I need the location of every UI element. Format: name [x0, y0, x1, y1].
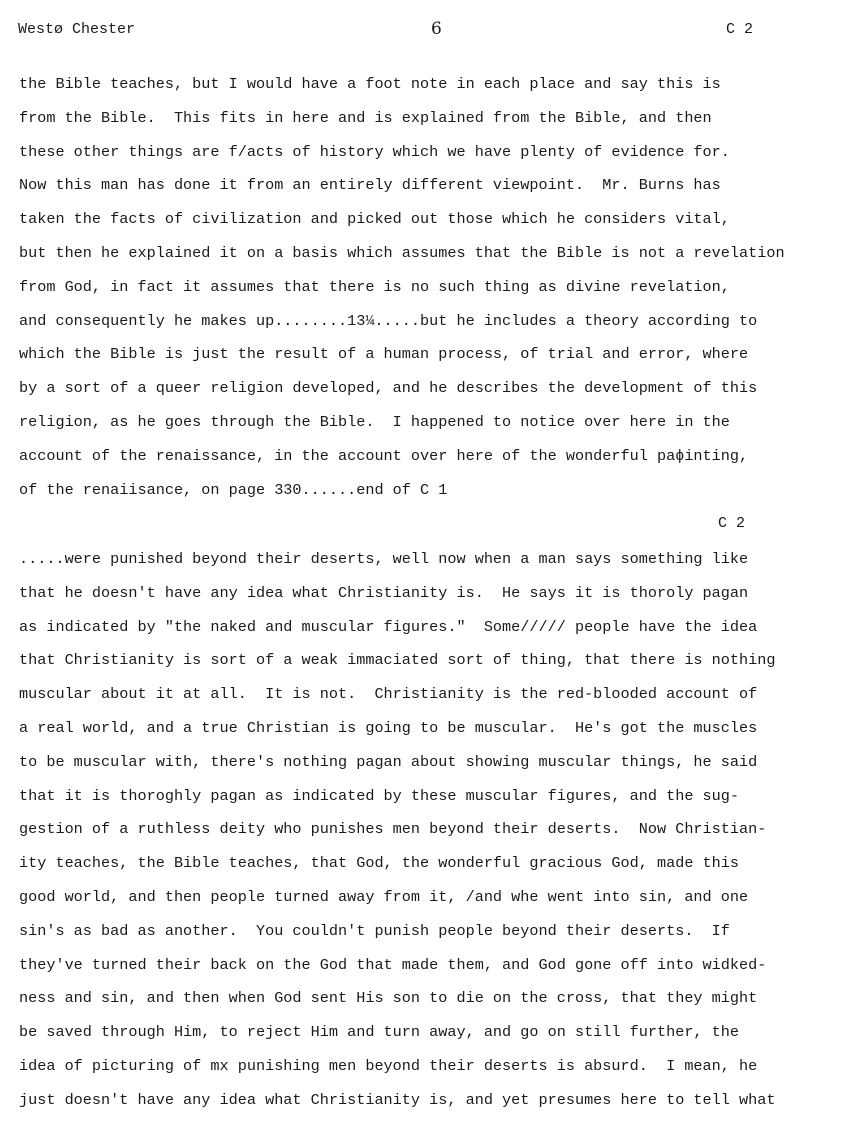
text-line: Now this man has done it from an entirely different viewpoint. Mr. Burns has — [19, 176, 721, 195]
page-number: 6 — [431, 19, 442, 39]
text-line: that it is thoroghly pagan as indicated by these muscular figures, and the sug- — [19, 786, 740, 805]
text-line: to be muscular with, there's nothing pagan about showing muscular things, he said — [19, 752, 758, 771]
text-line: account of the renaissance, in the account over here of the wonderful paϕinting, — [19, 446, 749, 465]
text-line: from the Bible. This fits in here and is explained from the Bible, and then — [19, 108, 712, 127]
paragraph-1 — [19, 74, 785, 502]
text-line: as indicated by "the naked and muscular figures." Some///// people have the idea — [19, 617, 758, 636]
text-line: ity teaches, the Bible teaches, that God, the wonderful gracious God, made this — [19, 854, 740, 873]
text-line: the Bible teaches, but I would have a foot note in each place and say this is — [19, 75, 721, 93]
text-line: ness and sin, and then when God sent His son to die on the cross, that they might — [19, 989, 758, 1008]
section-label: C 2 — [718, 515, 746, 532]
text-line: these other things are f/acts of history which we have plenty of evidence for. — [19, 142, 730, 161]
text-line: a real world, and a true Christian is going to be muscular. He's got the muscles — [19, 718, 758, 737]
text-line: idea of picturing of mx punishing men beyond their deserts is absurd. I mean, he — [19, 1056, 758, 1075]
text-line: which the Bible is just the result of a human process, of trial and error, where — [19, 345, 749, 364]
text-line: but then he explained it on a basis which assumes that the Bible is not a revelation — [19, 243, 785, 262]
text-line: from God, in fact it assumes that there is no such thing as divine revelation, — [19, 277, 730, 296]
text-line: gestion of a ruthless deity who punishes men beyond their deserts. Now Christian- — [19, 820, 767, 839]
text-line: by a sort of a queer religion developed, and he describes the development of this — [19, 379, 758, 398]
text-line: be saved through Him, to reject Him and turn away, and go on still further, the — [19, 1023, 740, 1042]
text-line: and consequently he makes up........13¼.....but he includes a theory according to — [19, 311, 758, 330]
text-line: religion, as he goes through the Bible. I happened to notice over here in the — [19, 412, 730, 431]
text-line: just doesn't have any idea what Christianity is, and yet presumes here to tell what — [19, 1090, 776, 1109]
text-line: that Christianity is sort of a weak immaciated sort of thing, that there is nothing — [19, 651, 776, 670]
text-line: good world, and then people turned away from it, /and whe went into sin, and one — [19, 887, 749, 906]
text-line: muscular about it at all. It is not. Christianity is the red-blooded account of — [19, 685, 758, 704]
text-line: taken the facts of civilization and picked out those which he considers vital, — [19, 210, 730, 229]
text-line: .....were punished beyond their deserts, well now when a man says something like — [19, 550, 749, 568]
text-line: that he doesn't have any idea what Christianity is. He says it is thoroly pagan — [19, 583, 749, 602]
text-line: they've turned their back on the God that made them, and God gone off into widked- — [19, 955, 767, 974]
header-section: C 2 — [726, 21, 754, 38]
header-location: Westø Chester — [18, 21, 136, 38]
paragraph-2 — [19, 549, 775, 1112]
text-line: sin's as bad as another. You couldn't punish people beyond their deserts. If — [19, 921, 730, 940]
text-line: of the renaiisance, on page 330......end of C 1 — [19, 480, 448, 499]
